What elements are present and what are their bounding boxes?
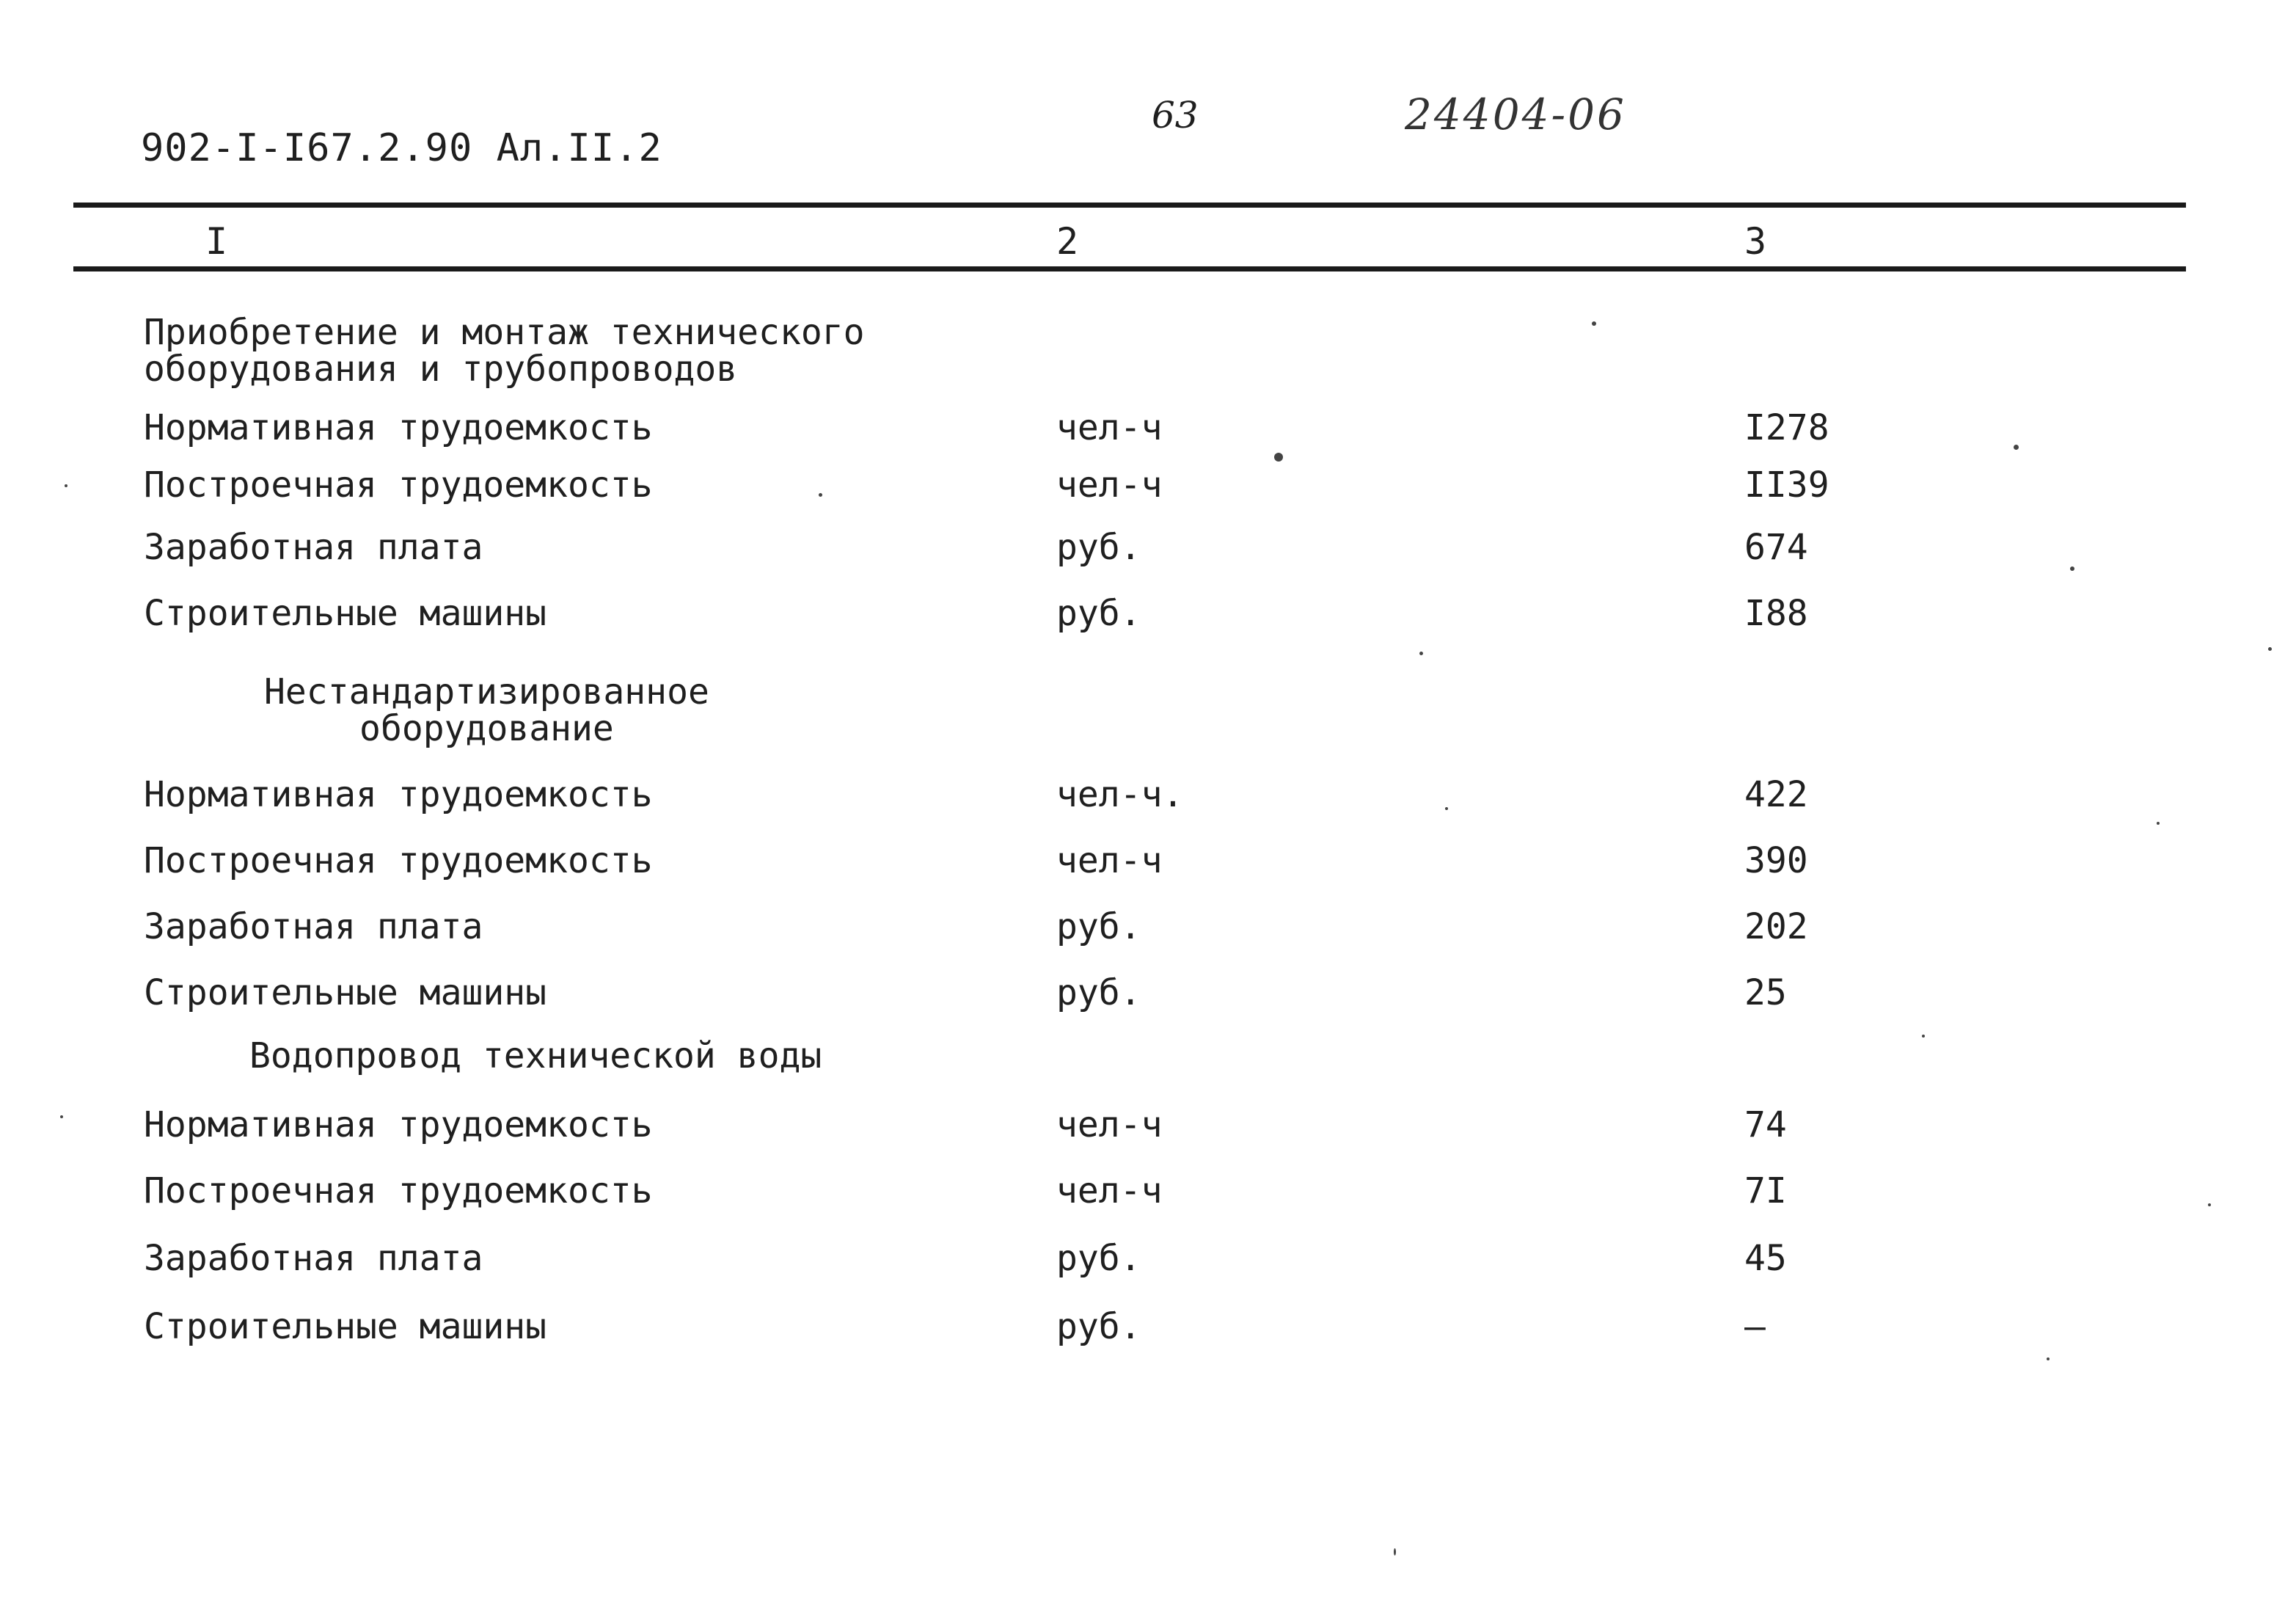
scan-speck <box>1445 807 1448 810</box>
scan-speck <box>2047 1357 2050 1360</box>
scan-speck <box>1592 321 1596 326</box>
scan-speck <box>1419 652 1423 655</box>
column-header-3: 3 <box>1744 220 1767 263</box>
row-value: 25 <box>1744 972 1787 1013</box>
row-unit: руб. <box>1056 1238 1141 1279</box>
row-value: I88 <box>1744 593 1808 634</box>
row-unit: чел-ч <box>1056 464 1163 506</box>
row-value: 7I <box>1744 1170 1787 1211</box>
section-title-line: Водопровод технической воды <box>249 1035 822 1076</box>
table-row <box>0 1170 2296 1214</box>
scan-speck <box>1274 453 1283 462</box>
handwritten-archive-number: 24404-06 <box>1405 90 1626 139</box>
row-value: 390 <box>1744 840 1808 881</box>
scan-speck <box>1922 1035 1925 1038</box>
row-unit: чел-ч <box>1056 1104 1163 1145</box>
scan-speck <box>2157 822 2160 825</box>
row-value: – <box>1744 1306 1766 1347</box>
row-label: Построечная трудоемкость <box>144 840 653 881</box>
table-row <box>0 407 2296 451</box>
row-unit: чел-ч. <box>1056 774 1184 815</box>
table-row <box>0 840 2296 884</box>
row-value: 202 <box>1744 906 1808 947</box>
section-title <box>144 312 865 390</box>
row-label: Строительные машины <box>144 972 547 1013</box>
row-unit: руб. <box>1056 906 1141 947</box>
row-unit: руб. <box>1056 527 1141 568</box>
header-bottom-rule <box>73 266 2186 271</box>
row-value: 45 <box>1744 1238 1787 1279</box>
scan-speck <box>65 484 67 487</box>
row-value: 74 <box>1744 1104 1787 1145</box>
row-unit: чел-ч <box>1056 407 1163 448</box>
section-title-line: оборудования и трубопроводов <box>144 349 738 390</box>
row-unit: руб. <box>1056 593 1141 634</box>
table-row <box>0 972 2296 1016</box>
row-label: Строительные машины <box>144 593 547 634</box>
column-header-1: I <box>205 220 228 263</box>
table-row <box>0 774 2296 818</box>
row-unit: чел-ч <box>1056 840 1163 881</box>
table-row <box>0 1306 2296 1350</box>
section-title-line: Нестандартизированное <box>264 671 709 712</box>
row-label: Заработная плата <box>144 527 483 568</box>
table-row <box>0 906 2296 950</box>
row-label: Заработная плата <box>144 1238 483 1279</box>
row-label: Построечная трудоемкость <box>144 1170 653 1211</box>
row-label: Заработная плата <box>144 906 483 947</box>
row-value: I278 <box>1744 407 1829 448</box>
table-row <box>0 464 2296 508</box>
scan-speck <box>2014 445 2019 450</box>
scan-speck <box>1394 1548 1396 1556</box>
row-unit: чел-ч <box>1056 1170 1163 1211</box>
page-number: 63 <box>1152 94 1199 136</box>
row-value: 422 <box>1744 774 1808 815</box>
section-title <box>249 1035 822 1076</box>
row-label: Строительные машины <box>144 1306 547 1347</box>
row-label: Нормативная трудоемкость <box>144 407 653 448</box>
scan-speck <box>2208 1203 2211 1206</box>
scan-speck <box>2070 566 2074 571</box>
table-row <box>0 1238 2296 1282</box>
section-title-line: оборудование <box>359 708 614 749</box>
table-row <box>0 1104 2296 1148</box>
row-label: Построечная трудоемкость <box>144 464 653 506</box>
header-top-rule <box>73 203 2186 208</box>
row-unit: руб. <box>1056 1306 1141 1347</box>
section-title-line: Приобретение и монтаж технического <box>144 312 865 353</box>
scan-speck <box>819 493 822 497</box>
scan-speck <box>60 1115 63 1118</box>
table-row <box>0 593 2296 637</box>
section-title <box>264 671 709 749</box>
document-code: 902-I-I67.2.90 Ал.II.2 <box>141 126 662 170</box>
scan-speck <box>2268 647 2272 651</box>
row-label: Нормативная трудоемкость <box>144 1104 653 1145</box>
row-label: Нормативная трудоемкость <box>144 774 653 815</box>
row-value: 674 <box>1744 527 1808 568</box>
row-value: II39 <box>1744 464 1829 506</box>
column-header-2: 2 <box>1056 220 1079 263</box>
row-unit: руб. <box>1056 972 1141 1013</box>
table-row <box>0 527 2296 571</box>
